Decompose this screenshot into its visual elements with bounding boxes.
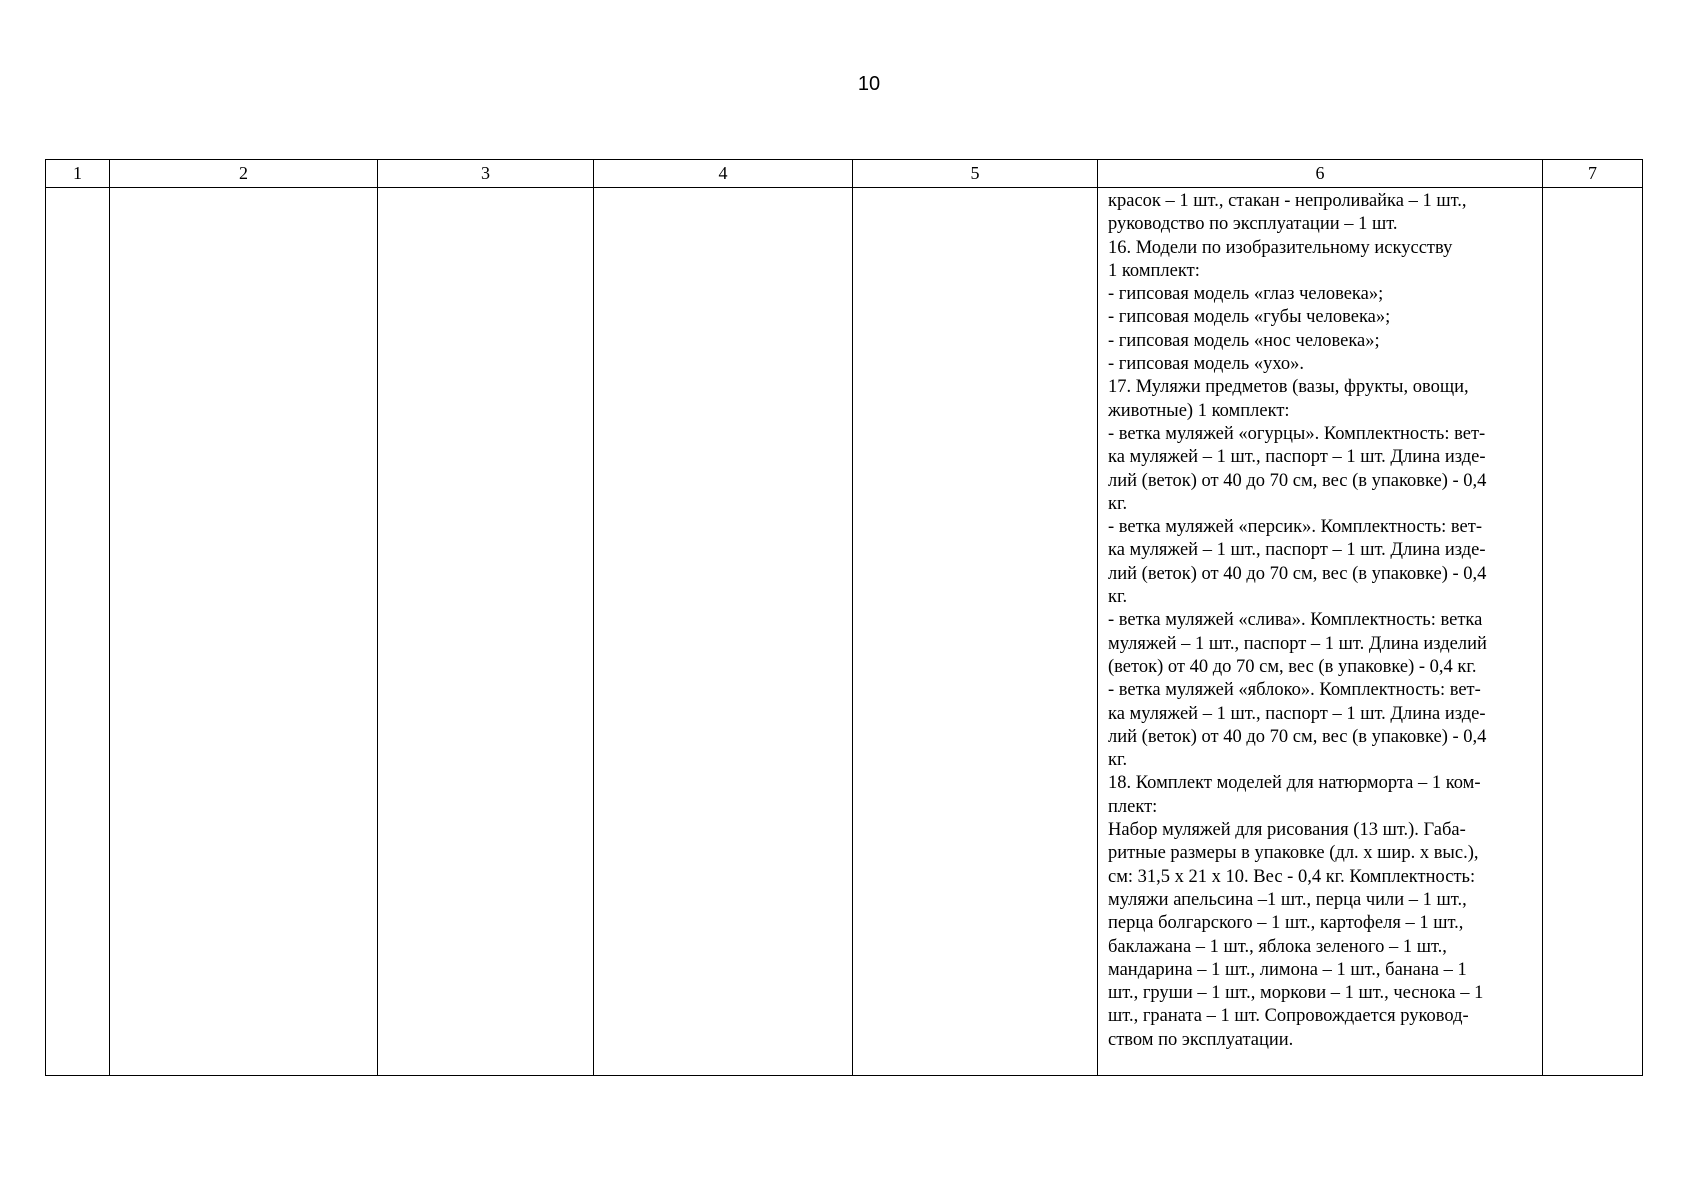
column-header-3: 3 [378, 160, 594, 188]
cell-col-6-description [1098, 188, 1543, 1076]
column-header-2: 2 [110, 160, 378, 188]
description-line: плект: [1108, 796, 1158, 817]
description-line: - ветка муляжей «слива». Комплектность: ветка [1108, 610, 1483, 631]
table-row [46, 188, 1643, 1076]
description-line: см: 31,5 х 21 х 10. Вес - 0,4 кг. Комплектность: [1108, 866, 1476, 887]
description-line: - ветка муляжей «персик». Комплектность: вет- [1108, 517, 1483, 538]
column-header-4: 4 [594, 160, 853, 188]
description-line: шт., граната – 1 шт. Сопровождается руковод- [1108, 1006, 1469, 1027]
description-line: лий (веток) от 40 до 70 см, вес (в упаковке) - 0,4 [1108, 470, 1487, 491]
column-header-1: 1 [46, 160, 110, 188]
description-line: - гипсовая модель «губы человека»; [1108, 307, 1391, 328]
description-line: муляжи апельсина –1 шт., перца чили – 1 шт., [1108, 889, 1467, 910]
description-line: ством по эксплуатации. [1108, 1029, 1294, 1050]
description-line: животные) 1 комплект: [1108, 400, 1290, 421]
description-line: - гипсовая модель «ухо». [1108, 354, 1304, 375]
cell-col-4 [594, 188, 853, 1076]
description-line: (веток) от 40 до 70 см, вес (в упаковке) - 0,4 кг. [1108, 656, 1477, 677]
description-line: кг. [1108, 587, 1128, 608]
description-line: ритные размеры в упаковке (дл. х шир. х выс.), [1108, 843, 1479, 864]
description-line: 16. Модели по изобразительному искусству [1108, 237, 1453, 258]
description-line: ка муляжей – 1 шт., паспорт – 1 шт. Длина изде- [1108, 540, 1486, 561]
cell-col-5 [853, 188, 1098, 1076]
description-line: 17. Муляжи предметов (вазы, фрукты, овощи, [1108, 377, 1469, 398]
description-line: лий (веток) от 40 до 70 см, вес (в упаковке) - 0,4 [1108, 726, 1487, 747]
cell-col-3 [378, 188, 594, 1076]
description-line: кг. [1108, 493, 1128, 514]
description-line: баклажана – 1 шт., яблока зеленого – 1 шт., [1108, 936, 1447, 957]
cell-col-1 [46, 188, 110, 1076]
description-line: - ветка муляжей «яблоко». Комплектность: вет- [1108, 680, 1481, 701]
description-line: руководство по эксплуатации – 1 шт. [1108, 214, 1398, 235]
page-number: 10 [857, 73, 881, 95]
cell-col-2 [110, 188, 378, 1076]
description-line: красок – 1 шт., стакан - непроливайка – 1 шт., [1108, 191, 1467, 211]
column-header-7: 7 [1543, 160, 1643, 188]
description-line: 1 комплект: [1108, 260, 1200, 281]
description-line: 18. Комплект моделей для натюрморта – 1 ком- [1108, 773, 1481, 794]
specification-table [45, 159, 1643, 1076]
description-line: кг. [1108, 750, 1128, 771]
description-line: - гипсовая модель «нос человека»; [1108, 330, 1380, 351]
description-line: перца болгарского – 1 шт., картофеля – 1 шт., [1108, 913, 1464, 934]
description-line: муляжей – 1 шт., паспорт – 1 шт. Длина изделий [1108, 633, 1487, 654]
description-line: шт., груши – 1 шт., моркови – 1 шт., чеснока – 1 [1108, 983, 1484, 1004]
description-line: - гипсовая модель «глаз человека»; [1108, 284, 1384, 305]
description-line: - ветка муляжей «огурцы». Комплектность: вет- [1108, 423, 1486, 444]
description-line: Набор муляжей для рисования (13 шт.). Габа- [1108, 820, 1466, 841]
description-line: мандарина – 1 шт., лимона – 1 шт., банана – 1 [1108, 959, 1467, 980]
description-line: лий (веток) от 40 до 70 см, вес (в упаковке) - 0,4 [1108, 563, 1487, 584]
cell-col-7 [1543, 188, 1643, 1076]
column-header-5: 5 [853, 160, 1098, 188]
column-header-6: 6 [1098, 160, 1543, 188]
description-line: ка муляжей – 1 шт., паспорт – 1 шт. Длина изде- [1108, 447, 1486, 468]
header-row [46, 160, 1643, 188]
description-line: ка муляжей – 1 шт., паспорт – 1 шт. Длина изде- [1108, 703, 1486, 724]
